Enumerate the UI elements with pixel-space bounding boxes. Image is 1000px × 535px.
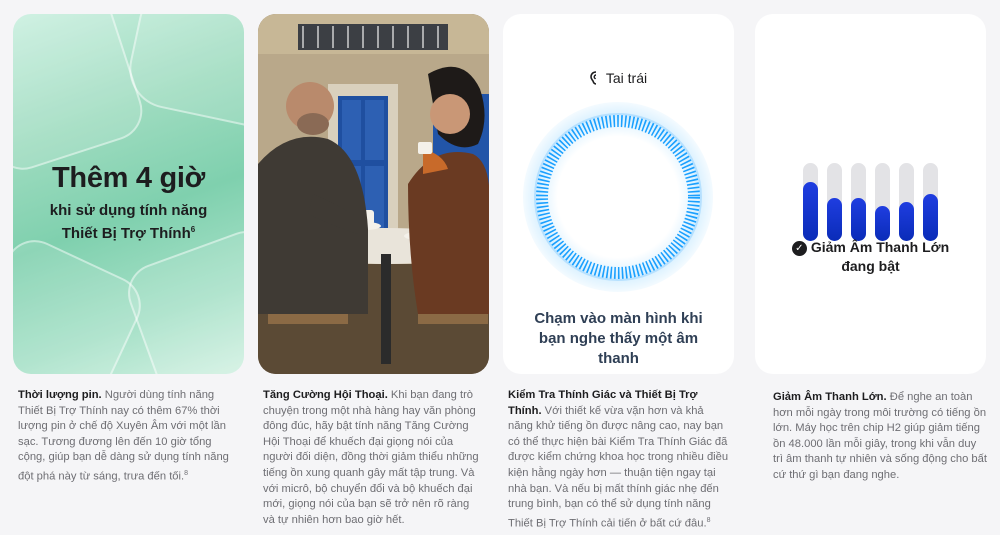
sound-level-bar — [899, 163, 914, 241]
caption-title: Thời lượng pin. — [18, 389, 102, 401]
caption-hearing-test — [508, 388, 730, 532]
ear-indicator — [503, 70, 734, 88]
sound-level-bar — [875, 163, 890, 241]
tap-instruction: Chạm vào màn hình khi bạn nghe thấy một âm thanh — [534, 310, 703, 367]
battery-headline: Thêm 4 giờ — [52, 162, 205, 194]
caption-body: Với thiết kế vừa vặn hơn và khả năng khử tiếng ồn được nâng cao, nay bạn có thể thực hiện bài Kiểm Tra Thính Giác đã được kiểm chứng khoa học trong nhiều điều kiện hằng ngày hơn — thuận tiện ngay tại nhà bạn. Và nếu bị mất thính giác nhẹ đến trung bình, bạn có thể sử dụng tính năng Thiết Bị Trợ Thính cải tiến ở bất cứ đâu. — [508, 404, 729, 530]
sound-level-bar — [803, 163, 818, 241]
sound-level-bar-fill — [899, 202, 914, 241]
cafe-scene-image — [258, 14, 489, 374]
sound-level-bar — [923, 163, 938, 241]
footnote-marker: 8 — [184, 469, 189, 477]
caption-body: Người dùng tính năng Thiết Bị Trợ Thính nay có thêm 67% thời lượng pin ở chế độ Xuyên Âm với một lần sạc. Tương đương lên đến 10 giờ tổng cộng, giúp bạn dễ dàng sử dụng tính năng đột phá này từ sáng, trưa đến tối. — [18, 389, 229, 483]
caption-body: Khi bạn đang trò chuyện trong một nhà hàng hay văn phòng đông đúc, hãy bật tính năng Tăng Cường Hội Thoại để khuếch đại giọng nói của người đối diện, đồng thời giảm thiểu những tiếng ồn xung quanh gây mất tập trung. Và với micrô, bộ chuyển đổi và bộ khuếch đại mới, giọng nói của bạn sẽ trở nên rõ ràng và tự nhiên hơn bao giờ hết. — [263, 389, 479, 526]
battery-subline-1: khi sử dụng tính năng — [49, 202, 208, 219]
footnote-marker: 6 — [190, 225, 196, 234]
sound-level-bars — [803, 149, 939, 241]
conversation-boost-photo — [258, 14, 489, 374]
status-line-1: Giảm Âm Thanh Lớn — [810, 239, 950, 255]
caption-body: Để nghe an toàn hơn mỗi ngày trong môi trường có tiếng ồn lớn. Máy học trên chip H2 giúp giảm tiếng ồn 48.000 lần mỗi giây, trong khi vẫn duy trì âm thanh tự nhiên và sống động cho bất cứ thứ gì bạn đang nghe. — [773, 391, 987, 481]
decorative-case-shape — [13, 14, 150, 178]
ear-label: Tai trái — [605, 70, 648, 86]
caption-title: Giảm Âm Thanh Lớn. — [773, 391, 887, 403]
sound-level-bar — [827, 163, 842, 241]
ear-icon — [590, 71, 602, 88]
loud-sound-status — [755, 238, 986, 276]
sound-level-bar — [851, 163, 866, 241]
loud-sound-reduction-card — [755, 14, 986, 374]
caption-title: Tăng Cường Hội Thoại. — [263, 389, 388, 401]
sound-level-bar-fill — [851, 198, 866, 241]
caption-loud-sound-reduction — [773, 390, 989, 484]
battery-subline — [13, 201, 244, 243]
battery-headline-block — [13, 162, 244, 243]
caption-title: Kiểm Tra Thính Giác và Thiết Bị Trợ Thính. — [508, 389, 698, 417]
decorative-case-shape — [120, 223, 244, 374]
battery-subline-2: Thiết Bị Trợ Thính — [61, 225, 191, 242]
status-line-2: đang bật — [841, 258, 900, 274]
battery-feature-card — [13, 14, 244, 374]
hearing-test-card[interactable] — [503, 14, 734, 374]
sound-level-bar-fill — [923, 194, 938, 241]
checkmark-icon: ✓ — [792, 241, 807, 256]
sound-level-bar-fill — [827, 198, 842, 241]
caption-battery — [18, 388, 234, 485]
hearing-test-ring — [523, 102, 713, 292]
sound-level-bar-fill — [875, 206, 890, 241]
footnote-marker: 8 — [706, 516, 711, 524]
caption-conversation-boost — [263, 388, 483, 528]
sound-level-bar-fill — [803, 182, 818, 241]
